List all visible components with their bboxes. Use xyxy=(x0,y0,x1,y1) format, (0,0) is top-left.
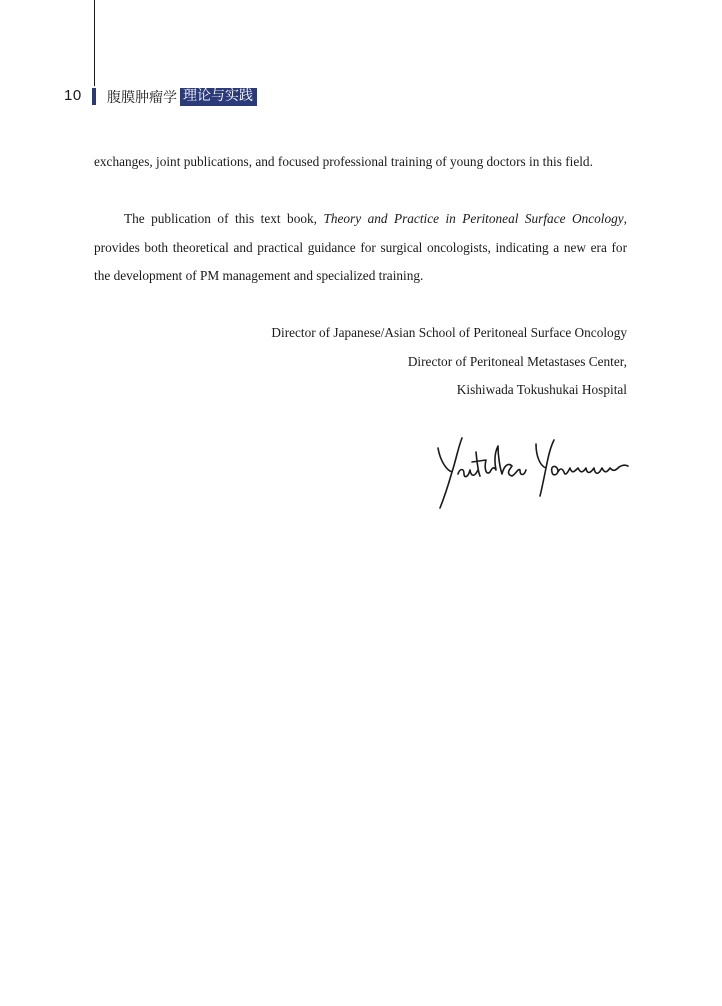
running-header-title xyxy=(107,87,257,107)
body-paragraph-1: exchanges, joint publications, and focused professional training of young doctors in this field. xyxy=(94,154,593,169)
running-header-title-highlight: 理论与实践 xyxy=(180,88,257,106)
paragraph2-lead: The publication of this text book, xyxy=(124,211,324,226)
header-accent-bar xyxy=(92,88,96,105)
affiliation-line-1: Director of Japanese/Asian School of Peritoneal Surface Oncology xyxy=(271,325,627,340)
running-header-title-main: 腹膜肿瘤学 xyxy=(107,90,177,106)
affiliation-line-3: Kishiwada Tokushukai Hospital xyxy=(456,382,627,397)
paragraph2-tail: , provides both theoretical and practical guidance for surgical oncologists, indicating a new era for the development of PM management and specialized training. xyxy=(94,211,627,283)
header-vertical-rule xyxy=(94,0,95,86)
handwritten-signature xyxy=(432,430,632,515)
page-number: 10 xyxy=(64,87,82,104)
signature-affiliation-block xyxy=(271,319,627,405)
body-paragraph-2 xyxy=(94,205,627,291)
book-title-italic: Theory and Practice in Peritoneal Surface Oncology xyxy=(323,211,624,226)
affiliation-line-2: Director of Peritoneal Metastases Center, xyxy=(407,353,627,369)
